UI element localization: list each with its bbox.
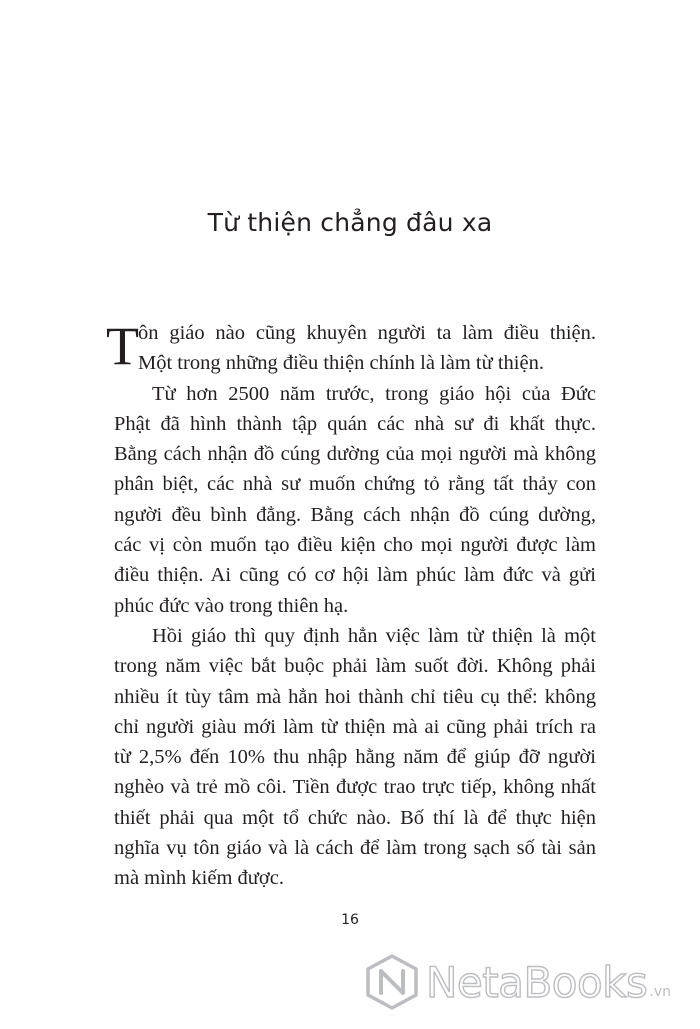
text-line: phân biệt, các nhà sư muốn chứng tỏ rằng tất thảy con xyxy=(114,473,596,496)
text-line: Bằng cách nhận đồ cúng dường của mọi người mà không xyxy=(114,443,596,466)
text-line-content: ôn giáo nào cũng khuyên người ta làm điều thiện. xyxy=(138,322,596,344)
watermark-suffix: .vn xyxy=(649,984,671,1000)
text-line: trong năm việc bắt buộc phải làm suốt đời. Không phải xyxy=(114,655,596,678)
netabooks-logo-icon xyxy=(362,953,422,1011)
text-line: mà mình kiếm được. xyxy=(114,867,284,890)
page-number: 16 xyxy=(341,912,359,928)
drop-cap: T xyxy=(106,316,139,376)
text-line: Hồi giáo thì quy định hẳn việc làm từ thiện là một xyxy=(152,624,596,647)
watermark xyxy=(362,952,692,1012)
text-line: Phật đã hình thành tập quán các nhà sư đi khất thực. xyxy=(114,412,596,435)
paragraph-2 xyxy=(114,379,596,621)
watermark-text: NetaBooks xyxy=(426,957,648,1007)
body-text xyxy=(106,316,596,894)
paragraph-3 xyxy=(114,621,596,894)
text-line: Từ hơn 2500 năm trước, trong giáo hội của Đức xyxy=(152,382,596,405)
text-line: Một trong những điều thiện chính là làm từ thiện. xyxy=(138,352,544,375)
text-line: nghèo và trẻ mồ côi. Tiền được trao trực tiếp, không nhất xyxy=(114,776,596,799)
text-line: thiết phải qua một tổ chức nào. Bố thí là để thực hiện xyxy=(114,806,596,829)
text-line: các vị còn muốn tạo điều kiện cho mọi người được làm xyxy=(114,534,596,557)
text-line: nhiều ít tùy tâm mà hẳn hoi thành chỉ tiêu cụ thể: không xyxy=(114,685,596,708)
chapter-title: Từ thiện chẳng đâu xa xyxy=(207,208,493,237)
text-line: người đều bình đẳng. Bằng cách nhận đồ cúng dường, xyxy=(114,503,596,526)
paragraph-1 xyxy=(106,316,596,379)
text-line: chỉ người giàu mới làm từ thiện mà ai cũng phải trích ra xyxy=(114,715,596,738)
text-line: từ 2,5% đến 10% thu nhập hằng năm để giúp đỡ người xyxy=(114,746,596,769)
text-line: phúc đức vào trong thiên hạ. xyxy=(114,594,349,617)
text-line: điều thiện. Ai cũng có cơ hội làm phúc làm đức và gửi xyxy=(114,564,596,587)
text-line: nghĩa vụ tôn giáo và là cách để làm trong sạch số tài sản xyxy=(114,837,596,860)
